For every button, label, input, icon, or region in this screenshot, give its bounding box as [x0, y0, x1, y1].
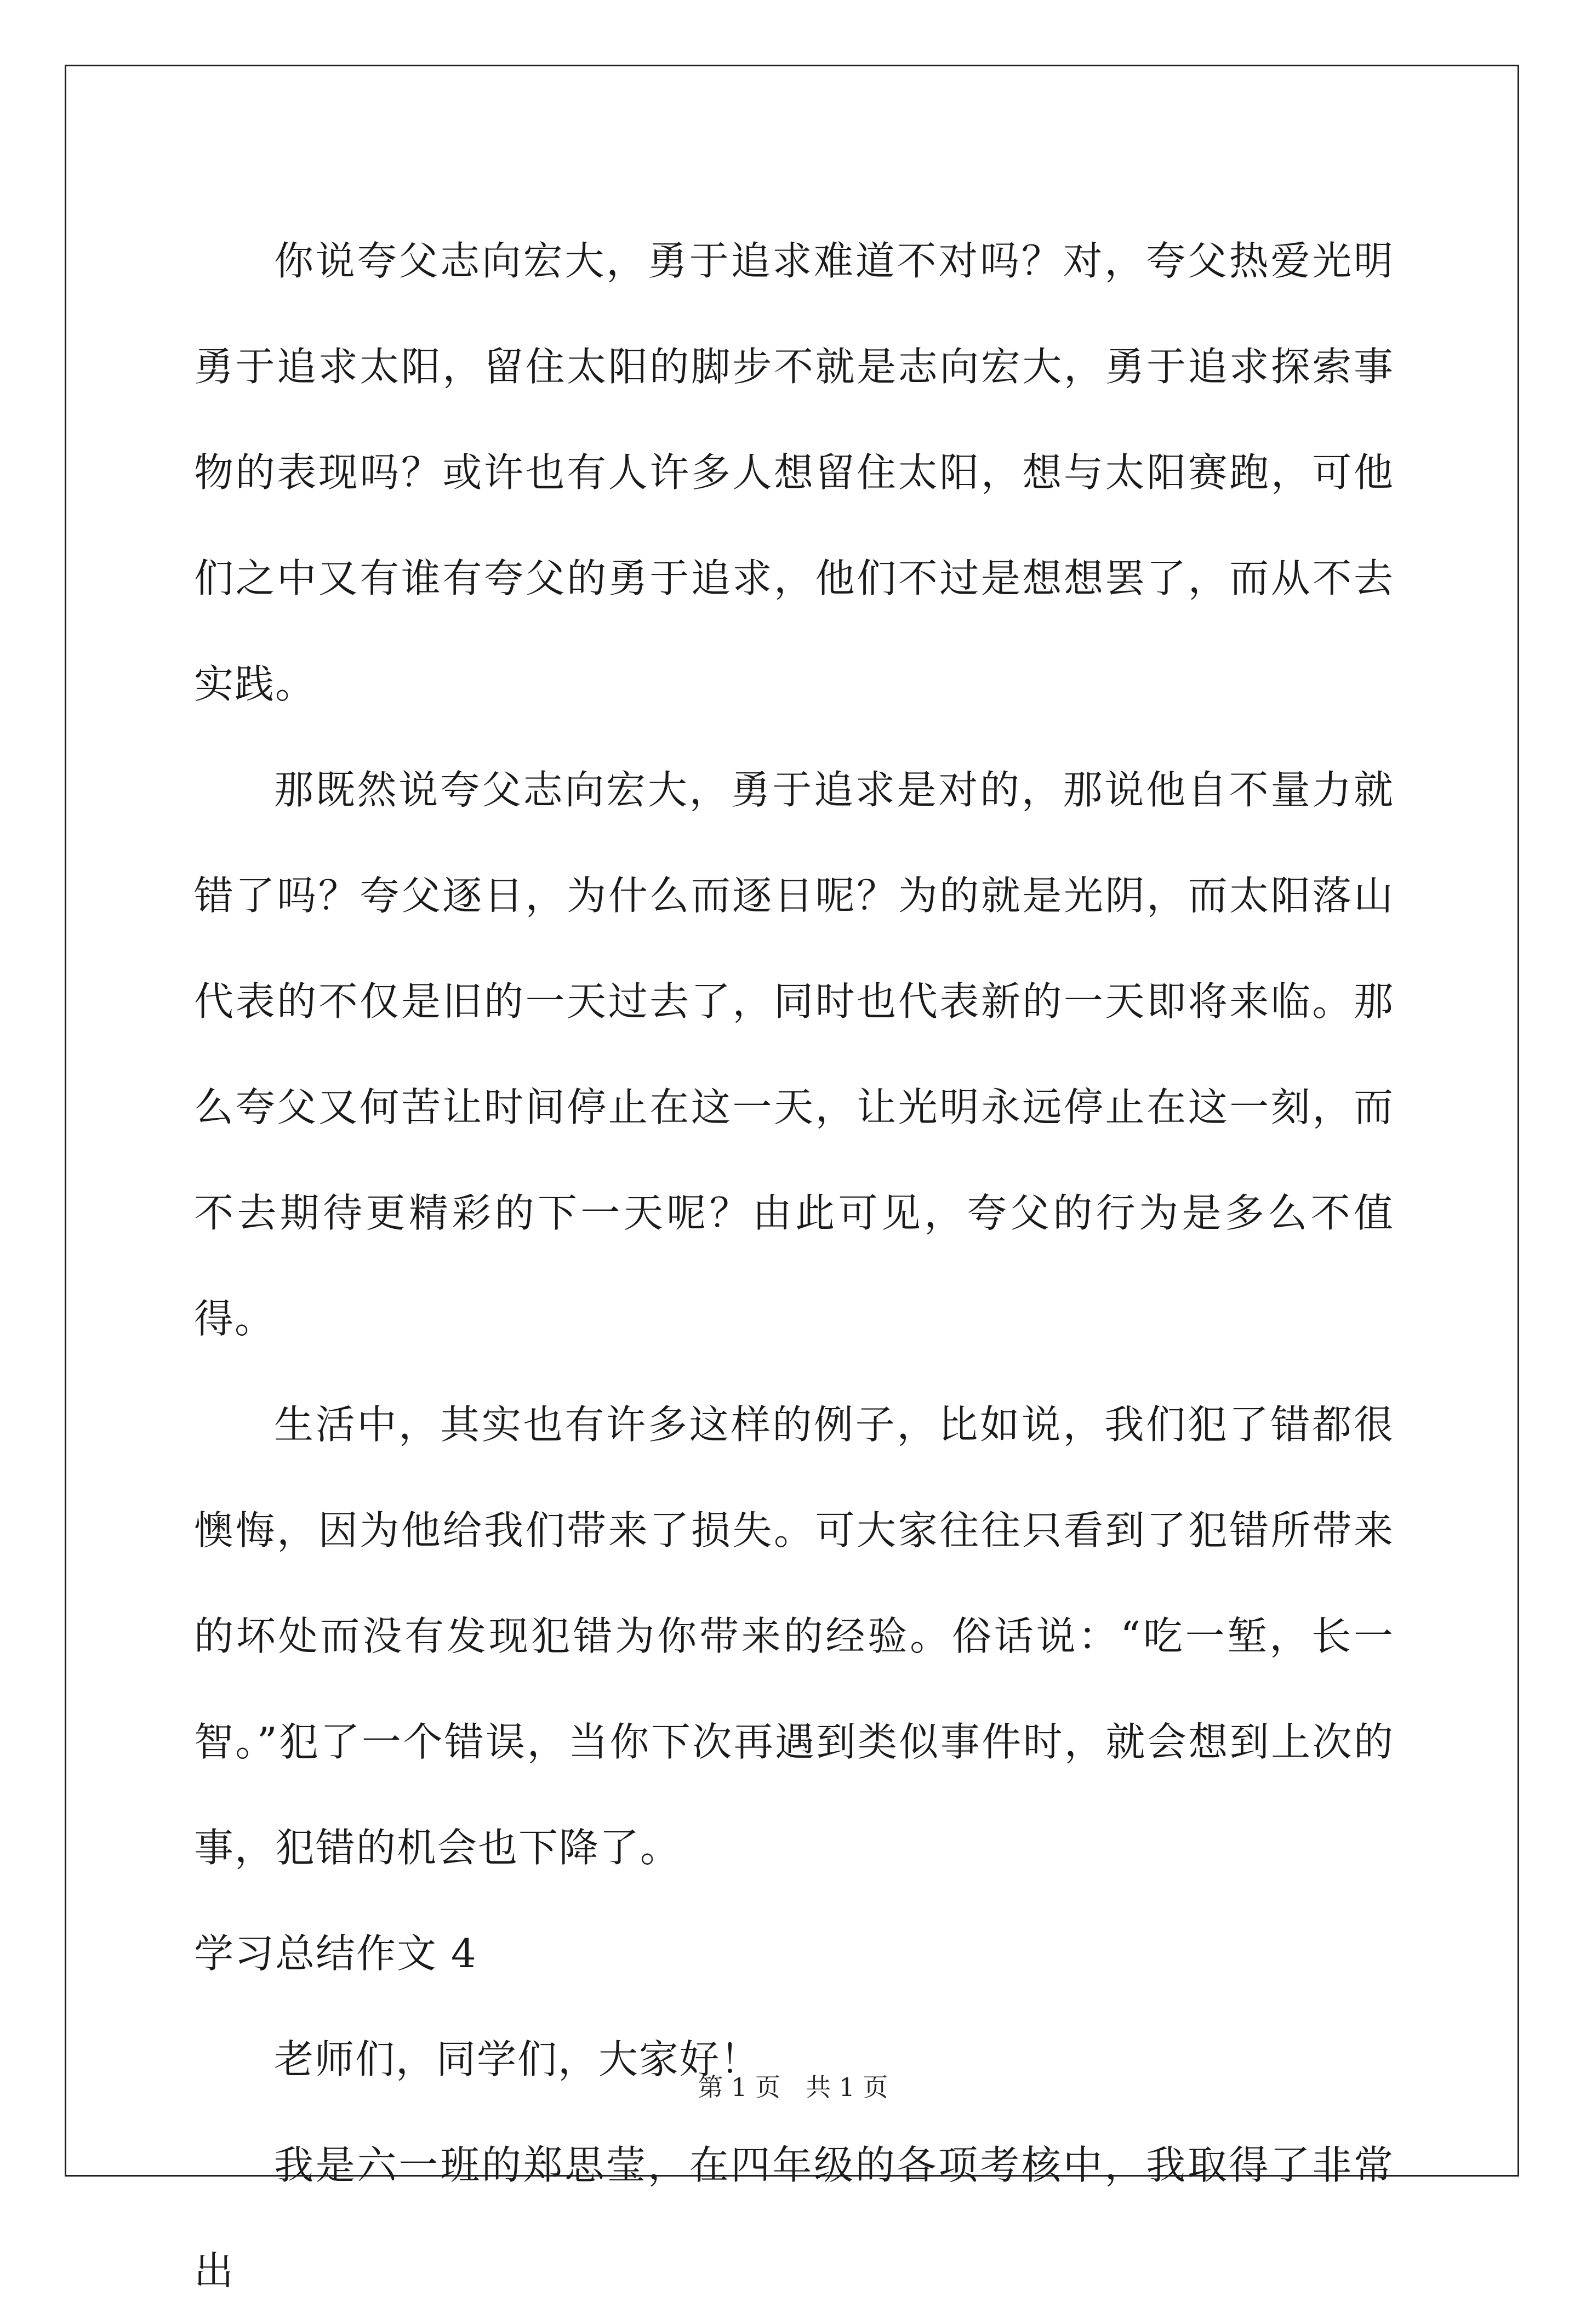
paragraph-2: 那既然说夸父志向宏大，勇于追求是对的，那说他自不量力就错了吗？夸父逐日，为什么而逐日呢？为的就是光阴，而太阳落山代表的不仅是旧的一天过去了，同时也代表新的一天即将来临。那么夸父又何苦让时间停止在这一天，让光明永远停止在这一刻，而不去期待更精彩的下一天呢？由此可见，夸父的行为是多么不值得。: [194, 767, 1394, 1342]
paragraph-1: 你说夸父志向宏大，勇于追求难道不对吗？对，夸父热爱光明勇于追求太阳，留住太阳的脚步不就是志向宏大，勇于追求探索事物的表现吗？或许也有人许多人想留住太阳，想与太阳赛跑，可他们之中又有谁有夸父的勇于追求，他们不过是想想罢了，而从不去实践。: [194, 238, 1394, 707]
section-heading: 学习总结作文 4: [194, 1930, 477, 1976]
document-body: [194, 208, 1394, 2324]
paragraph-5: 我是六一班的郑思莹，在四年级的各项考核中，我取得了非常出: [194, 2142, 1394, 2294]
paragraph-3: 生活中，其实也有许多这样的例子，比如说，我们犯了错都很懊悔，因为他给我们带来了损失。可大家往往只看到了犯错所带来的坏处而没有发现犯错为你带来的经验。俗话说：“吃一堑，长一智。”犯了一个错误，当你下次再遇到类似事件时，就会想到上次的事，犯错的机会也下降了。: [194, 1402, 1394, 1871]
page-number-footer: 第 1 页 共 1 页: [698, 2072, 888, 2102]
greeting-paragraph: 老师们，同学们，大家好！: [274, 2036, 761, 2082]
